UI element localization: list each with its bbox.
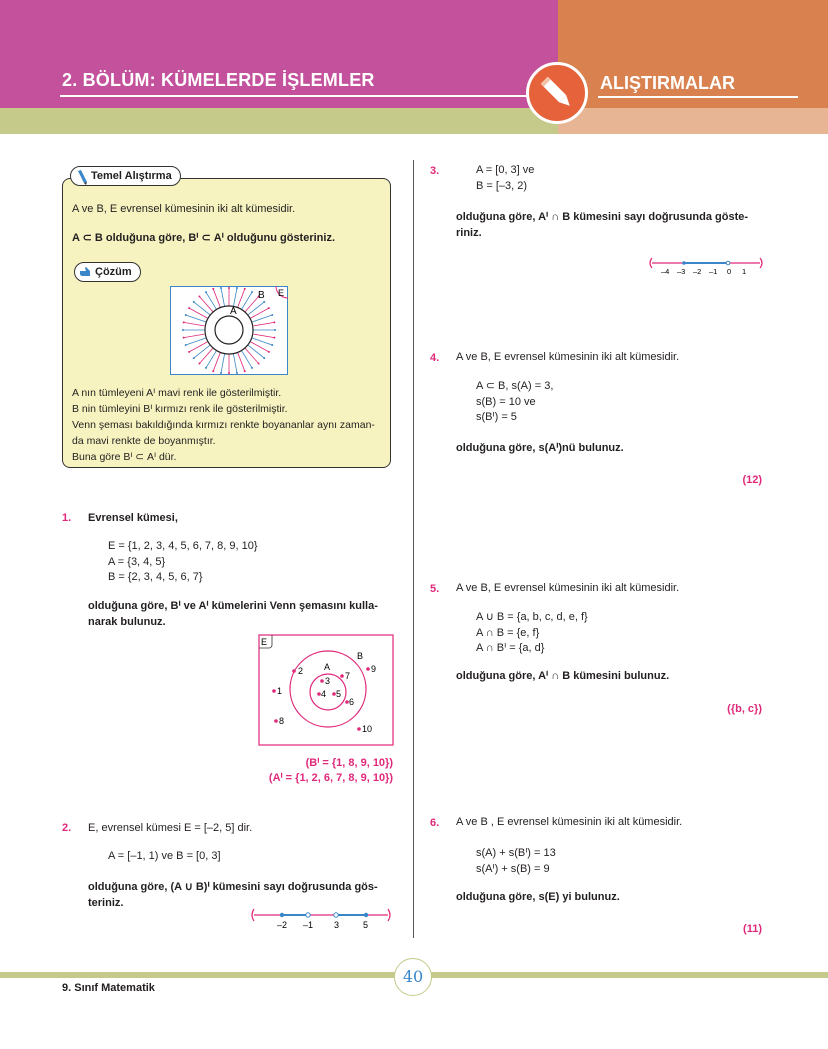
temel-pill-label: Temel Alıştırma <box>91 170 172 182</box>
temel-line: B nin tümleyini Bᑊ kırmızı renk ile gösterilmiştir. <box>72 403 288 415</box>
header-left-band <box>0 0 558 108</box>
q1-venn-num: 1 <box>277 686 283 696</box>
footer-book-title: 9. Sınıf Matematik <box>62 982 155 994</box>
q3-question <box>456 210 748 241</box>
q4-question: olduğuna göre, s(Aᑊ)nü bulunuz. <box>456 442 624 454</box>
temel-ray-head <box>268 351 270 353</box>
q1-venn-a: A <box>324 662 331 672</box>
q4-lines <box>476 379 553 426</box>
q3-question-line: olduğuna göre, Aᑊ ∩ B kümesini sayı doğrusunda göste- <box>456 211 749 223</box>
temel-venn-diagram <box>170 286 288 375</box>
q6-number: 6. <box>430 817 440 829</box>
temel-ray-head <box>188 307 190 309</box>
temel-ray-head <box>220 287 222 289</box>
header-olive-strip <box>0 108 558 134</box>
temel-ray-head <box>185 344 187 346</box>
q1-sets <box>108 539 258 586</box>
q2-question-line: teriniz. <box>88 896 124 909</box>
q2-tick-label: 5 <box>363 920 369 930</box>
temel-ray-head <box>244 370 246 372</box>
q3-lines <box>476 163 534 194</box>
q1-venn-num: 7 <box>345 671 351 681</box>
page-subtitle: ALIŞTIRMALAR <box>600 73 735 93</box>
temel-ray-head <box>244 288 246 290</box>
temel-ray-head <box>258 362 260 364</box>
temel-ray-head <box>198 362 200 364</box>
subtitle-underline <box>598 96 798 98</box>
q3-line: B = [–3, 2) <box>476 179 528 192</box>
q3-tick-label: –1 <box>709 267 718 276</box>
q1-line: E = {1, 2, 3, 4, 5, 6, 7, 8, 9, 10} <box>108 540 258 552</box>
cozum-pill <box>74 262 141 282</box>
q1-venn-num: 6 <box>349 697 355 707</box>
q1-venn-num: 9 <box>371 664 377 674</box>
temel-ray-head <box>228 372 230 374</box>
q1-title: Evrensel kümesi, <box>88 512 178 524</box>
temel-line: da mavi renkte de boyanmıştır. <box>72 435 216 447</box>
temel-ray-head <box>185 314 187 316</box>
temel-ray-head <box>228 287 230 289</box>
temel-ray-head <box>212 288 214 290</box>
temel-line: Buna göre Bᑊ ⊂ Aᑊ dür. <box>72 451 177 463</box>
q3-number: 3. <box>430 165 440 177</box>
temel-ray-head <box>274 329 276 331</box>
footer-band-right <box>430 972 828 978</box>
q5-answer: ({b, c}) <box>727 703 762 715</box>
temel-ray-head <box>251 291 253 293</box>
q1-question-line: narak bulunuz. <box>88 615 166 628</box>
temel-ray-head <box>193 301 195 303</box>
temel-intro: A ve B, E evrensel kümesinin iki alt kümesidir. <box>72 203 296 215</box>
temel-label-e: E <box>278 288 285 298</box>
temel-alistirma-pill <box>70 166 181 186</box>
q3-tick-label: 0 <box>727 267 732 276</box>
q2-line2: A = [–1, 1) ve B = [0, 3] <box>108 850 221 862</box>
q3-question-line: riniz. <box>456 226 482 239</box>
temel-ray-head <box>188 351 190 353</box>
header-peach-strip <box>558 108 828 134</box>
q1-venn-diagram <box>258 634 394 746</box>
temel-ray-head <box>263 357 265 359</box>
q1-line: A = {3, 4, 5} <box>108 555 166 568</box>
q5-line: A ∪ B = {a, b, c, d, e, f} <box>476 611 588 623</box>
q4-line: s(B) = 10 ve <box>476 395 536 408</box>
pencil-icon <box>526 62 588 124</box>
temel-solution-text <box>72 385 387 465</box>
q4-number: 4. <box>430 352 440 364</box>
cozum-label: Çözüm <box>95 266 132 278</box>
q1-answer-1: (Bᑊ = {1, 8, 9, 10}) <box>305 757 393 769</box>
temel-ray-head <box>273 337 275 339</box>
footer-band-left <box>0 972 398 978</box>
q1-answer-2: (Aᑊ = {1, 2, 6, 7, 8, 9, 10}) <box>268 772 393 784</box>
section-title-underline <box>60 95 555 97</box>
q1-venn-b: B <box>357 651 364 661</box>
temel-ray-head <box>268 307 270 309</box>
q1-venn-num: 3 <box>325 676 331 686</box>
q3-tick-label: –3 <box>677 267 686 276</box>
temel-ray-head <box>212 370 214 372</box>
temel-ray-head <box>205 291 207 293</box>
pencil-small-icon <box>75 169 89 185</box>
temel-question: A ⊂ B olduğuna göre, Bᑊ ⊂ Aᑊ olduğunu gösteriniz. <box>72 232 336 244</box>
q1-venn-e: E <box>261 637 268 647</box>
temel-ray-head <box>183 337 185 339</box>
temel-ray-head <box>193 357 195 359</box>
q5-intro: A ve B, E evrensel kümesinin iki alt kümesidir. <box>456 582 680 594</box>
q1-number: 1. <box>62 512 72 524</box>
hand-icon <box>79 266 93 278</box>
temel-label-b: B <box>258 290 265 301</box>
q6-line: s(Aᑊ) + s(B) = 9 <box>476 862 550 875</box>
temel-ray-head <box>220 372 222 374</box>
temel-ray-head <box>271 344 273 346</box>
section-title: 2. BÖLÜM: KÜMELERDE İŞLEMLER <box>62 70 375 90</box>
q3-line: A = [0, 3] ve <box>476 164 535 176</box>
q5-line: A ∩ B = {e, f} <box>476 626 540 639</box>
q2-question-line: olduğuna göre, (A ∪ B)ᑊ kümesini sayı doğrusunda gös- <box>88 881 378 893</box>
q1-venn-num: 10 <box>362 724 373 734</box>
temel-ray-head <box>273 321 275 323</box>
q3-tick-label: –4 <box>661 267 670 276</box>
page-number: 40 <box>394 958 432 996</box>
q6-lines <box>476 846 556 877</box>
temel-ray-head <box>251 367 253 369</box>
q5-number: 5. <box>430 583 440 595</box>
q2-tick-label: 3 <box>334 920 340 930</box>
temel-ray-head <box>182 329 184 331</box>
q6-question: olduğuna göre, s(E) yi bulunuz. <box>456 891 620 903</box>
q6-line: s(A) + s(Bᑊ) = 13 <box>476 847 556 859</box>
temel-ray-head <box>205 367 207 369</box>
temel-line: A nın tümleyeni Aᑊ mavi renk ile gösterilmiştir. <box>72 387 282 399</box>
q2-tick-label: –1 <box>303 920 314 930</box>
q5-lines <box>476 610 588 657</box>
temel-line: Venn şeması bakıldığında kırmızı renkte boyananlar aynı zaman- <box>72 419 375 431</box>
q1-question-line: olduğuna göre, Bᑊ ve Aᑊ kümelerini Venn şemasını kulla- <box>88 600 378 612</box>
q1-venn-num: 2 <box>298 666 304 676</box>
q6-answer: (11) <box>743 923 762 935</box>
column-divider <box>413 160 414 938</box>
temel-ray-head <box>236 287 238 289</box>
temel-ray-head <box>263 301 265 303</box>
q3-tick-label: –2 <box>693 267 702 276</box>
temel-ray-head <box>183 321 185 323</box>
q4-line: s(Bᑊ) = 5 <box>476 411 517 423</box>
q6-intro: A ve B , E evrensel kümesinin iki alt kümesidir. <box>456 816 683 828</box>
q3-number-line <box>646 256 766 278</box>
q2-tick-label: –2 <box>277 920 288 930</box>
q5-line: A ∩ Bᑊ = {a, d} <box>476 642 545 654</box>
temel-ray-head <box>271 314 273 316</box>
q1-question <box>88 599 378 630</box>
q1-venn-num: 8 <box>279 716 285 726</box>
q2-number-line <box>248 906 394 932</box>
q3-tick-label: 1 <box>742 267 747 276</box>
q2-number: 2. <box>62 822 72 834</box>
q1-venn-num: 5 <box>336 689 342 699</box>
q5-question: olduğuna göre, Aᑊ ∩ B kümesini bulunuz. <box>456 670 670 682</box>
q4-answer: (12) <box>742 474 762 486</box>
temel-label-a: A <box>230 306 237 317</box>
q1-venn-num: 4 <box>321 689 327 699</box>
temel-ray-head <box>236 372 238 374</box>
temel-ray-head <box>198 296 200 298</box>
q1-line: B = {2, 3, 4, 5, 6, 7} <box>108 571 203 583</box>
q4-intro: A ve B, E evrensel kümesinin iki alt kümesidir. <box>456 351 680 363</box>
q2-line1: E, evrensel kümesi E = [–2, 5] dir. <box>88 822 253 834</box>
q4-line: A ⊂ B, s(A) = 3, <box>476 380 554 392</box>
